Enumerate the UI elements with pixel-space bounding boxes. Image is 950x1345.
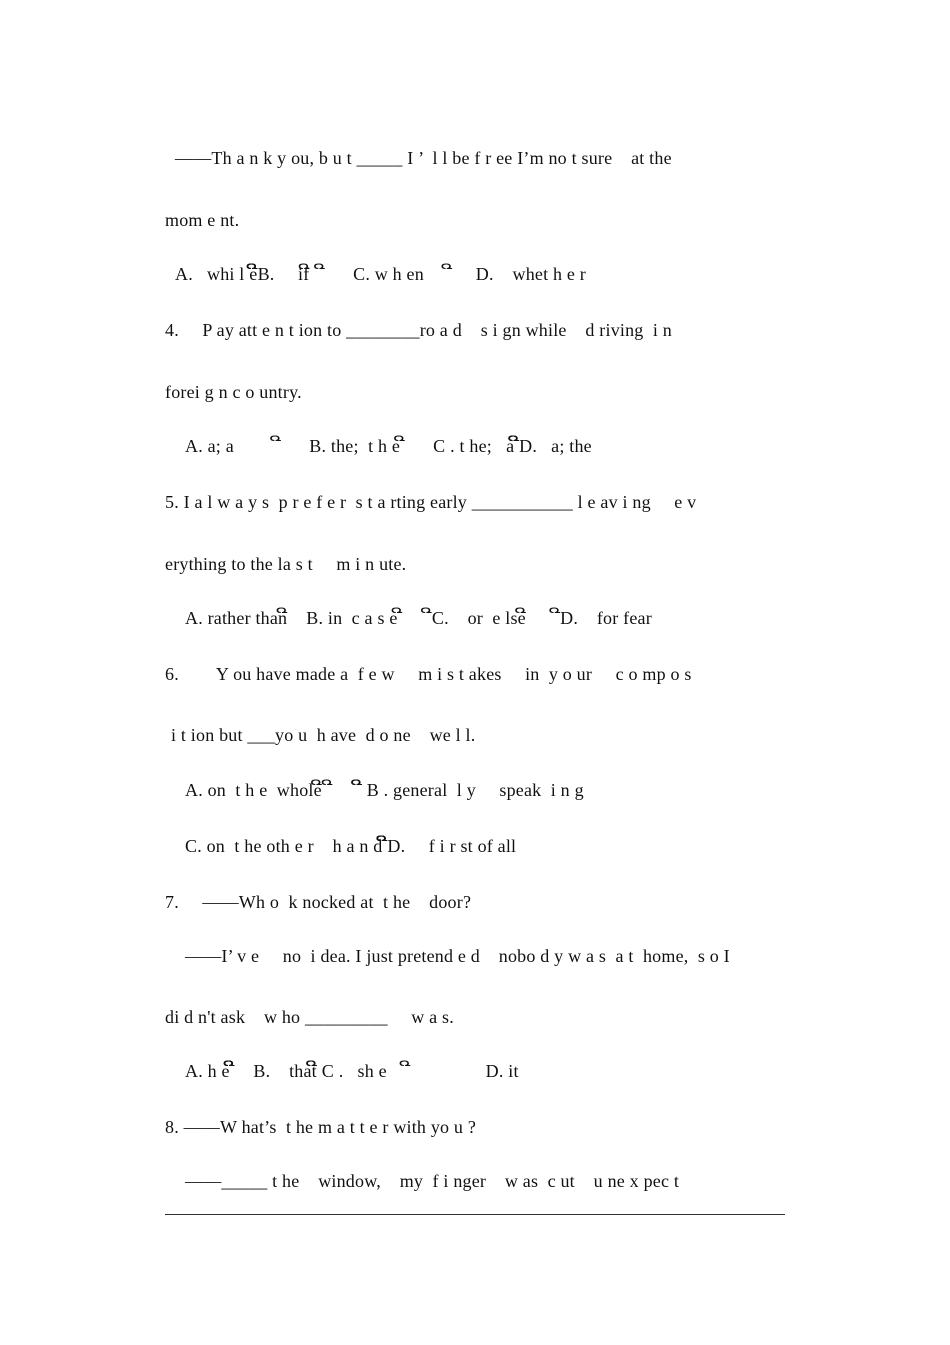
question-5-prompt-continued: erything to the la s t m i n ute. [165,554,407,574]
question-3-prompt-continued: mom e nt. [165,210,240,230]
question-3-options: A. whi l eີີີB. ifີ ີ C. w h en ີ D. whet h e r [175,264,586,284]
question-6-options-row-1: A. on t h e wholeີ ີ ີີ B . general l y speak i n g [185,780,584,800]
question-7-options: A. h e ີີີ B. thatີີ C . sh e ີ D. it [185,1061,519,1081]
question-6-options-row-2: C. on t he oth e r h a n d ີີີີD. f i r st of all [185,836,517,856]
question-4-prompt-continued: forei g n c o untry. [165,382,302,402]
question-7-reply-continued: di d n't ask w ho _________ w a s. [165,1007,454,1027]
question-5-options: A. rather thanີ B. in c a s e ີ ີC. or e lseີ ີD. for fear [185,608,652,628]
question-8-prompt-line: 8. ——W hat’s t he m a t t e r with yo u ? [165,1117,477,1137]
question-6-prompt-line: 6. Y ou have made a f e w m i s t akes in y o ur c o mp o s [165,664,692,684]
question-8-reply-line: ——_____ t he window, my f i nger w as c ut u ne x pec t [185,1171,680,1191]
question-6-prompt-continued: i t ion but ___yo u h ave d o ne we l l. [171,725,476,745]
question-7-reply-line: ——I’ v e no i dea. I just pretend e d nobo d y w a s a t home, s o I [185,946,730,966]
footer-rule [165,1214,785,1215]
question-4-options: A. a; a ີ B. the; t h e ີ C . t he; a ີີີD. a; the [185,436,592,456]
question-7-prompt-line: 7. ——Wh o k nocked at t he door? [165,892,472,912]
question-3-prompt-line: ——Th a n k y ou, b u t _____ I ’ l l be f r ee I’m no t sure at the [175,148,672,168]
question-5-prompt-line: 5. I a l w a y s p r e f e r s t a rting early ___________ l e av i ng e v [165,492,697,512]
question-4-prompt-line: 4. P ay att e n t ion to ________ro a d s i gn while d riving i n [165,320,672,340]
